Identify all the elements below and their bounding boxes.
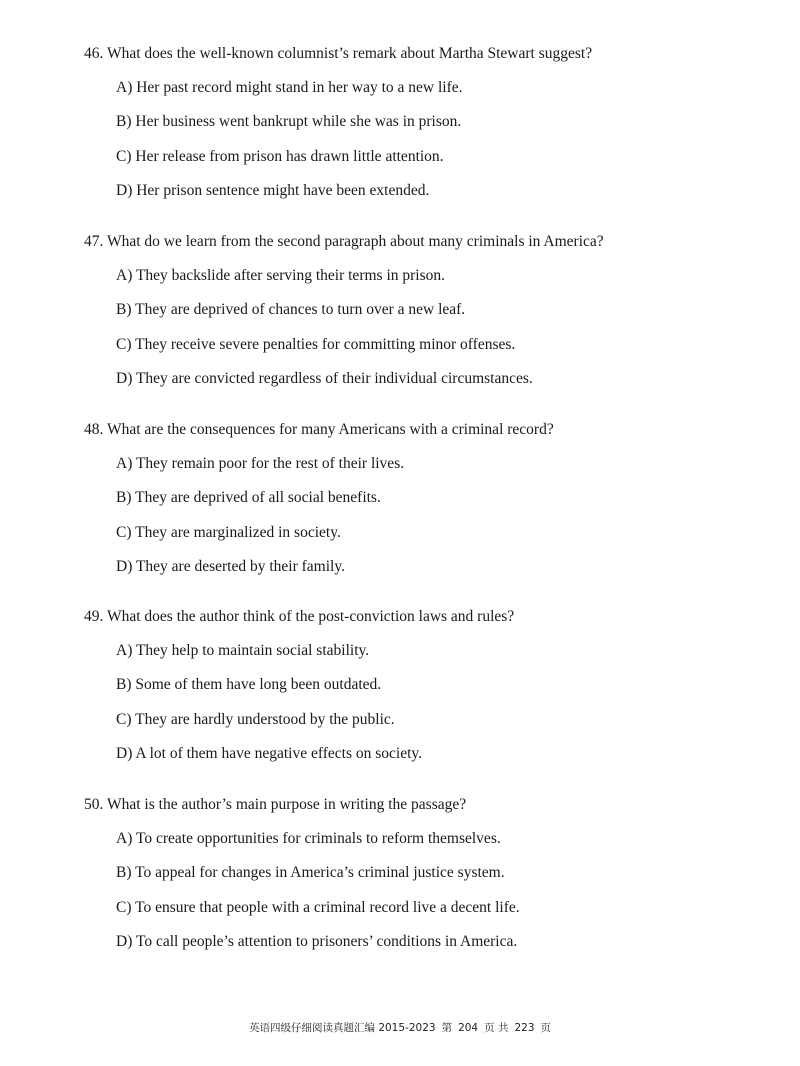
question-text: What does the well-known columnist’s remark about Martha Stewart suggest? <box>106 45 593 62</box>
footer-current-page: 204 <box>458 1022 479 1034</box>
question-stem <box>84 420 764 440</box>
footer-total-pages: 223 <box>514 1022 535 1034</box>
question-number: 49. <box>84 608 104 625</box>
option-d: D) They are convicted regardless of their individual circumstances. <box>116 369 533 387</box>
page-footer <box>0 1021 800 1035</box>
question-text: What do we learn from the second paragraph about many criminals in America? <box>106 233 604 250</box>
option-a: A) They help to maintain social stability. <box>116 642 370 660</box>
option-d: D) They are deserted by their family. <box>116 557 345 575</box>
footer-page-label: 页 <box>540 1022 551 1034</box>
option-d: D) Her prison sentence might have been extended. <box>116 181 430 199</box>
option-c: C) They are hardly understood by the public. <box>116 710 395 728</box>
option-b: B) To appeal for changes in America’s criminal justice system. <box>116 864 505 882</box>
question-49 <box>84 607 764 764</box>
question-stem <box>84 795 764 815</box>
option-c: C) They are marginalized in society. <box>116 523 341 541</box>
option-a: A) To create opportunities for criminals to reform themselves. <box>116 830 501 848</box>
option-d: D) A lot of them have negative effects on society. <box>116 744 423 762</box>
question-number: 47. <box>84 233 104 250</box>
question-number: 50. <box>84 796 104 813</box>
question-text: What is the author’s main purpose in writing the passage? <box>106 796 467 813</box>
option-a: A) They remain poor for the rest of their lives. <box>116 455 405 473</box>
option-a: A) They backslide after serving their terms in prison. <box>116 267 445 285</box>
option-a: A) Her past record might stand in her way to a new life. <box>116 79 463 97</box>
footer-page-label: 第 <box>441 1022 453 1034</box>
question-text: What are the consequences for many Americans with a criminal record? <box>106 421 554 438</box>
question-stem <box>84 232 764 252</box>
option-b: B) They are deprived of chances to turn over a new leaf. <box>116 301 466 319</box>
question-text: What does the author think of the post-conviction laws and rules? <box>106 608 515 625</box>
option-c: C) They receive severe penalties for committing minor offenses. <box>116 335 516 353</box>
question-48 <box>84 420 764 577</box>
question-stem <box>84 607 764 627</box>
option-c: C) To ensure that people with a criminal record live a decent life. <box>116 898 520 916</box>
footer-title: 英语四级仔细阅读真题汇编 2015-2023 <box>248 1022 436 1034</box>
option-b: B) Some of them have long been outdated. <box>116 676 382 694</box>
question-number: 46. <box>84 45 104 62</box>
option-b: B) Her business went bankrupt while she was in prison. <box>116 113 462 131</box>
question-47 <box>84 232 764 389</box>
question-stem <box>84 44 764 64</box>
question-50 <box>84 795 764 952</box>
question-number: 48. <box>84 421 104 438</box>
footer-page-label: 页 共 <box>484 1022 509 1034</box>
option-c: C) Her release from prison has drawn little attention. <box>116 147 444 165</box>
option-b: B) They are deprived of all social benefits. <box>116 489 381 507</box>
option-d: D) To call people’s attention to prisoners’ conditions in America. <box>116 932 518 950</box>
question-46 <box>84 44 764 201</box>
